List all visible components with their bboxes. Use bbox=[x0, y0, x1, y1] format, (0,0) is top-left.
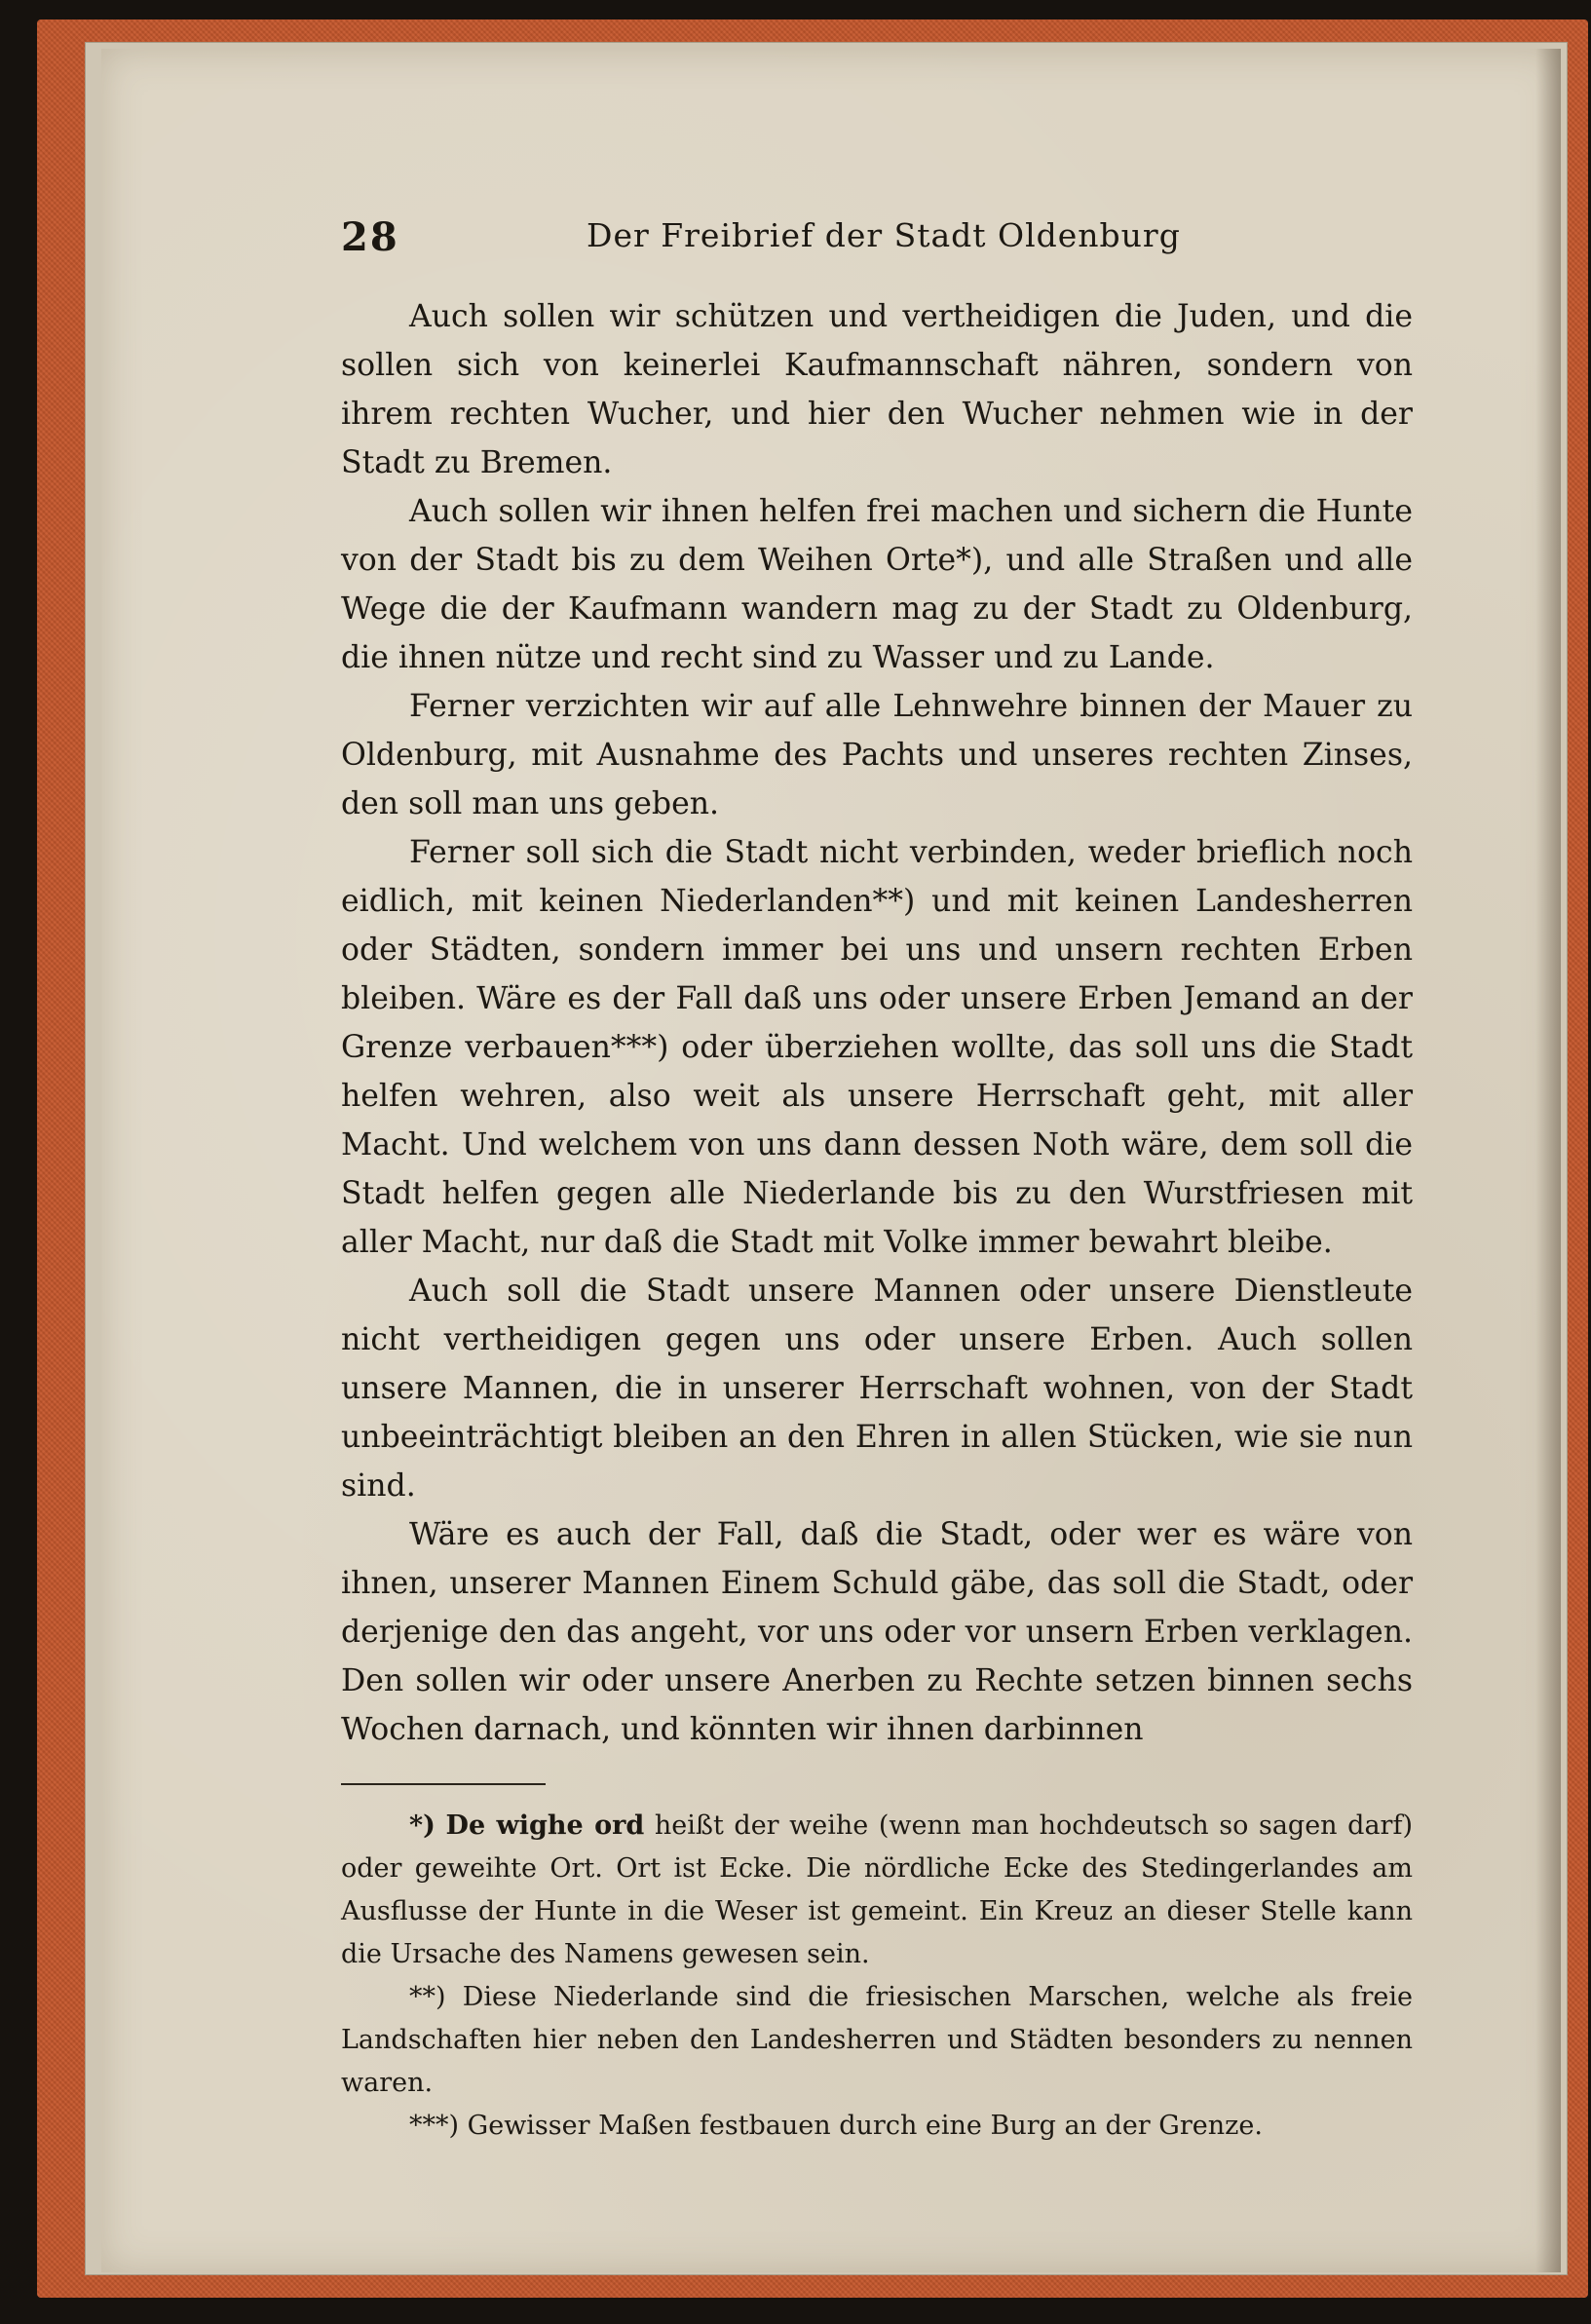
footnotes bbox=[341, 1805, 1413, 2148]
footnote-separator-rule bbox=[341, 1783, 546, 1785]
footnote bbox=[341, 1805, 1413, 1976]
footnote-mark: *) bbox=[409, 1810, 436, 1841]
paragraph: Ferner verzichten wir auf alle Lehnwehre binnen der Mauer zu Oldenburg, mit Ausnahme des Pachts und unseres rechten Zinses, den soll man uns geben. bbox=[341, 689, 1413, 821]
running-header bbox=[236, 214, 1424, 263]
footnote-mark: **) bbox=[409, 1982, 446, 2012]
paragraph: Auch sollen wir schützen und vertheidigen die Juden, und die sollen sich von keinerlei Kaufmannschaft nähren, sondern von ihrem rechten Wucher, und hier den Wucher nehmen wie in der Stadt zu Bremen. bbox=[341, 299, 1413, 480]
footnote-lead: De wighe ord bbox=[445, 1810, 645, 1841]
paragraph: Wäre es auch der Fall, daß die Stadt, oder wer es wäre von ihnen, unserer Mannen Einem Schuld gäbe, das soll die Stadt, oder derjenige den das angeht, vor uns oder vor unsern Erben verklagen. Den sollen wir oder unsere Anerben zu Rechte setzen binnen sechs Wochen darnach, und könnten wir ihnen darbinnen bbox=[341, 1517, 1413, 1747]
body-text bbox=[341, 292, 1413, 1754]
footnote-text: Gewisser Maßen festbauen durch eine Burg an der Grenze. bbox=[467, 2111, 1263, 2141]
page-gutter-shadow bbox=[1535, 49, 1561, 2272]
running-title: Der Freibrief der Stadt Oldenburg bbox=[587, 216, 1181, 254]
footnote bbox=[341, 1976, 1413, 2105]
footnote bbox=[341, 2105, 1413, 2148]
page-number: 28 bbox=[341, 214, 399, 260]
paragraph: Auch sollen wir ihnen helfen frei machen und sichern die Hunte von der Stadt bis zu dem Weihen Orte*), und alle Straßen und alle Wege die der Kaufmann wandern mag zu der Stadt zu Oldenburg, die ihnen nütze und recht sind zu Wasser und zu Lande. bbox=[341, 494, 1413, 675]
paragraph: Auch soll die Stadt unsere Mannen oder unsere Dienstleute nicht vertheidigen gegen uns oder unsere Erben. Auch sollen unsere Mannen, die in unserer Herrschaft wohnen, von der Stadt unbeeinträchtigt bleiben an den Ehren in allen Stücken, wie sie nun sind. bbox=[341, 1274, 1413, 1504]
footnote-text: heißt der weihe (wenn man hochdeutsch so sagen darf) oder geweihte Ort. Ort ist Ecke. Die nördliche Ecke des Stedingerlandes am Ausflusse der Hunte in die Weser ist gemeint. Ein Kreuz an dieser Stelle kann die Ursache des Namens gewesen sein. bbox=[341, 1810, 1413, 1969]
footnote-text: Diese Niederlande sind die friesischen Marschen, welche als freie Landschaften hier neben den Landesherren und Städten besonders zu nennen waren. bbox=[341, 1982, 1413, 2098]
paragraph: Ferner soll sich die Stadt nicht verbinden, weder brieflich noch eidlich, mit keinen Niederlanden**) und mit keinen Landesherren oder Städten, sondern immer bei uns und unsern rechten Erben bleiben. Wäre es der Fall daß uns oder unsere Erben Jemand an der Grenze verbauen***) oder überziehen wollte, das soll uns die Stadt helfen wehren, also weit als unsere Herrschaft geht, mit aller Macht. Und welchem von uns dann dessen Noth wäre, dem soll die Stadt helfen gegen alle Niederlande bis zu den Wurstfriesen mit aller Macht, nur daß die Stadt mit Volke immer bewahrt bleibe. bbox=[341, 835, 1413, 1260]
footnote-mark: ***) bbox=[409, 2111, 460, 2141]
